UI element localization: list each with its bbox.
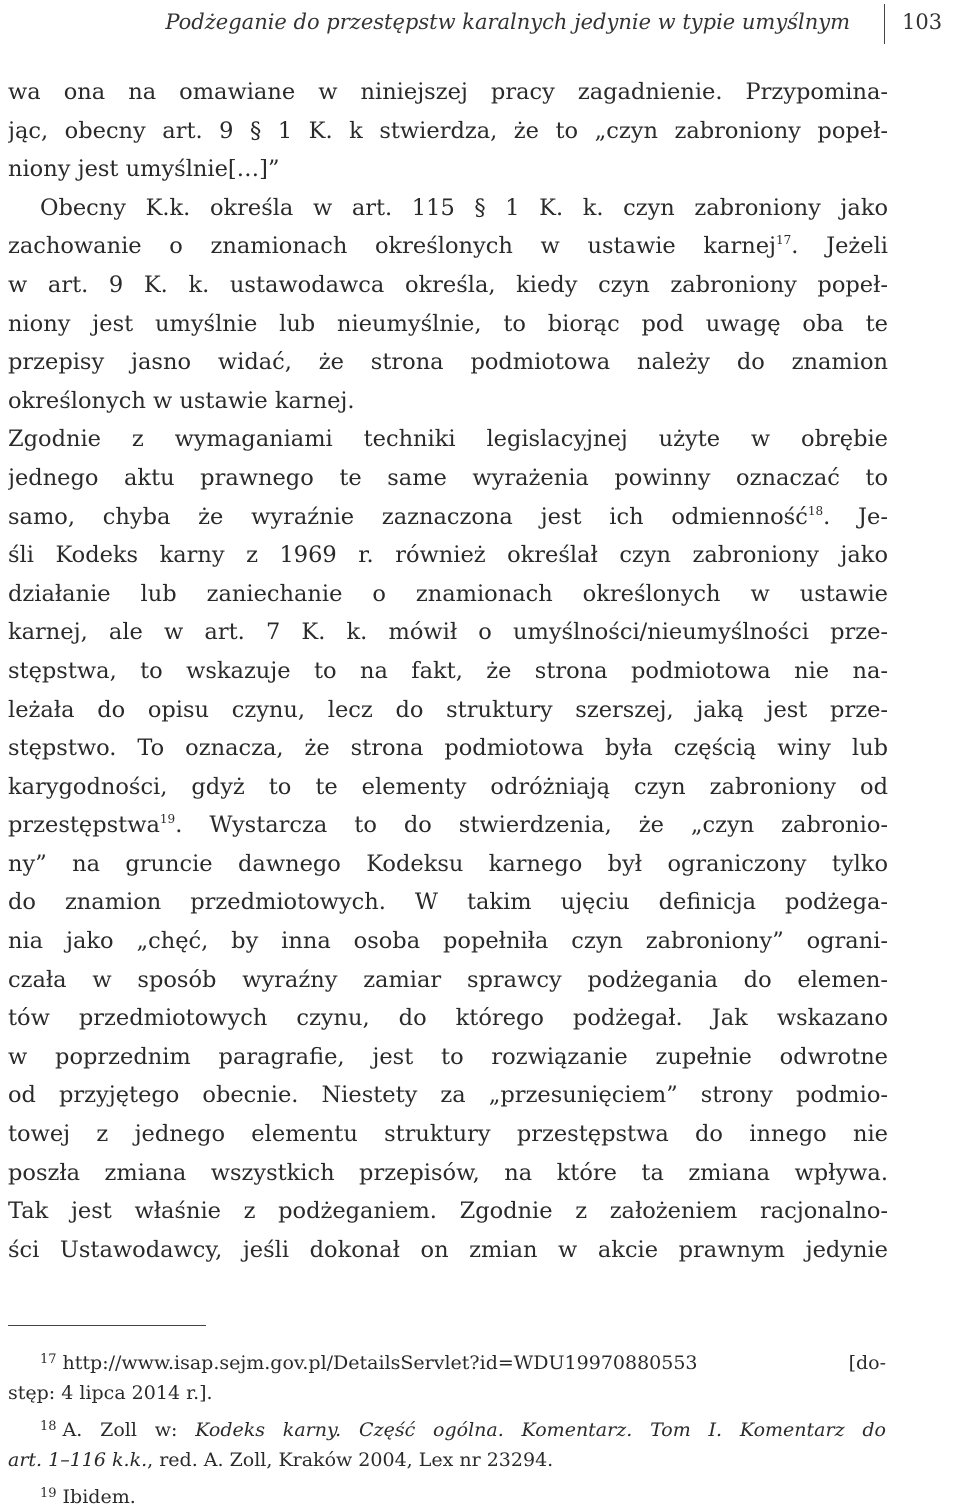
text-line-content: przepisy jasno widać, że strona podmiotowa należy do znamion: [8, 349, 888, 376]
footnote-separator: [8, 1325, 206, 1326]
footnote-ref[interactable]: 18: [807, 503, 824, 518]
main-text: [8, 73, 888, 1269]
text-line: [8, 999, 888, 1038]
footnote-number: 19: [40, 1486, 57, 1501]
footnote-text: Kodeks karny. Część ogólna. Komentarz. Tom I. Komentarz do: [195, 1419, 886, 1441]
text-line-content: tów przedmiotowych czynu, do którego podżegał. Jak wskazano: [8, 1005, 888, 1032]
text-line-content: ny” na gruncie dawnego Kodeksu karnego był ograniczony tylko: [8, 850, 888, 877]
text-line: [8, 806, 888, 845]
text-line-content: nia jako „chęć, by inna osoba popełniła czyn zabroniony” ograni-: [8, 928, 888, 955]
text-line-content: od przyjętego obecnie. Niestety za „przesunięciem” strony podmio-: [8, 1082, 888, 1109]
text-line: [8, 536, 888, 575]
text-line-content: poszła zmiana wszystkich przepisów, na które ta zmiana wpływa.: [8, 1159, 888, 1186]
footnote-line: [8, 1410, 886, 1444]
text-line-content: stępstwa, to wskazuje to na fakt, że strona podmiotowa nie na-: [8, 657, 888, 684]
footnote-text: art. 1–116 k.k.: [8, 1448, 148, 1471]
page-number: 103: [902, 10, 943, 34]
text-line: [8, 1231, 888, 1270]
text-line: [8, 73, 888, 112]
text-line: [8, 150, 888, 189]
text-line: [8, 961, 888, 1000]
footnote-text: http://www.isap.sejm.gov.pl/DetailsServlet?id=WDU19970880553 [do-: [62, 1352, 886, 1374]
text-line-content: przestępstwa: [8, 812, 160, 839]
text-line-content: samo, chyba że wyraźnie zaznaczona jest ich odmienność: [8, 503, 808, 530]
text-line: [8, 189, 888, 228]
text-line-content: Tak jest właśnie z podżeganiem. Zgodnie z założeniem racjonalno-: [8, 1198, 888, 1225]
text-line-content: stępstwo. To oznacza, że strona podmiotowa była częścią winy lub: [8, 735, 888, 762]
page-header: [0, 4, 960, 44]
text-line: [8, 652, 888, 691]
text-line: [8, 1115, 888, 1154]
text-line-content: niony jest umyślnie[…]”: [8, 156, 280, 183]
text-line-content: zachowanie o znamionach określonych w ustawie karnej: [8, 233, 776, 260]
footnote-line: [8, 1444, 886, 1478]
text-line: [8, 883, 888, 922]
text-line-content: karygodności, gdyż to te elementy odróżniają czyn zabroniony od: [8, 773, 888, 800]
text-line: [8, 498, 888, 537]
text-line: [8, 1192, 888, 1231]
text-line-content: Obecny K.k. określa w art. 115 § 1 K. k. czyn zabroniony jako: [40, 194, 888, 221]
footnotes: [8, 1343, 886, 1511]
text-line-content: śli Kodeks karny z 1969 r. również określał czyn zabroniony jako: [8, 542, 888, 569]
footnote-text: A. Zoll w:: [62, 1419, 196, 1441]
text-line-continuation: . Wystarcza to do stwierdzenia, że „czyn zabronio-: [175, 812, 888, 839]
text-line: [8, 922, 888, 961]
text-line: [8, 382, 888, 421]
text-line: [8, 227, 888, 266]
text-line-content: jednego aktu prawnego te same wyrażenia powinny oznaczać to: [8, 464, 888, 491]
text-line-content: w poprzednim paragrafie, jest to rozwiązanie zupełnie odwrotne: [8, 1043, 888, 1070]
text-line: [8, 305, 888, 344]
text-line-content: do znamion przedmiotowych. W takim ujęciu definicja podżega-: [8, 889, 888, 916]
text-line: [8, 1154, 888, 1193]
footnote-text: , red. A. Zoll, Kraków 2004, Lex nr 23294.: [147, 1448, 554, 1471]
text-line-content: jąc, obecny art. 9 § 1 K. k stwierdza, że to „czyn zabroniony popeł-: [8, 117, 888, 144]
text-line-content: Zgodnie z wymaganiami techniki legislacyjnej użyte w obrębie: [8, 426, 888, 453]
footnote-ref[interactable]: 19: [159, 812, 176, 827]
text-line-content: określonych w ustawie karnej.: [8, 387, 355, 414]
text-line: [8, 112, 888, 151]
text-line-content: ści Ustawodawcy, jeśli dokonał on zmian w akcie prawnym jedynie: [8, 1236, 888, 1263]
footnote-ref[interactable]: 17: [775, 233, 792, 248]
footnote-line: [8, 1343, 886, 1377]
text-line-content: wa ona na omawiane w niniejszej pracy zagadnienie. Przypomina-: [8, 79, 888, 105]
header-divider: [884, 4, 885, 44]
text-line: [8, 845, 888, 884]
footnote-number: 18: [40, 1419, 57, 1434]
text-line: [8, 459, 888, 498]
text-line: [8, 768, 888, 807]
text-line: [8, 420, 888, 459]
footnote-text: Ibidem.: [62, 1486, 136, 1508]
text-line: [8, 343, 888, 382]
text-line: [8, 575, 888, 614]
text-line-continuation: . Jeżeli: [791, 233, 888, 260]
text-line-content: w art. 9 K. k. ustawodawca określa, kiedy czyn zabroniony popeł-: [8, 271, 888, 298]
text-line: [8, 1076, 888, 1115]
text-line-content: towej z jednego elementu struktury przestępstwa do innego nie: [8, 1121, 888, 1148]
text-line: [8, 1038, 888, 1077]
text-line: [8, 266, 888, 305]
footnote-text: stęp: 4 lipca 2014 r.].: [8, 1381, 213, 1404]
text-line-content: niony jest umyślnie lub nieumyślnie, to biorąc pod uwagę oba te: [8, 310, 888, 337]
text-line: [8, 729, 888, 768]
footnote-line: [8, 1377, 886, 1411]
text-line-content: czała w sposób wyraźny zamiar sprawcy podżegania do elemen-: [8, 966, 888, 993]
running-title: Podżeganie do przestępstw karalnych jedynie w typie umyślnym: [165, 10, 850, 34]
footnote-number: 17: [40, 1352, 57, 1367]
footnote-line: [8, 1477, 886, 1511]
text-line: [8, 613, 888, 652]
text-line-content: karnej, ale w art. 7 K. k. mówił o umyślności/nieumyślności prze-: [8, 619, 888, 646]
text-line: [8, 691, 888, 730]
text-line-continuation: . Je-: [823, 503, 888, 530]
text-line-content: leżała do opisu czynu, lecz do struktury szerszej, jaką jest prze-: [8, 696, 888, 723]
text-line-content: działanie lub zaniechanie o znamionach określonych w ustawie: [8, 580, 888, 607]
